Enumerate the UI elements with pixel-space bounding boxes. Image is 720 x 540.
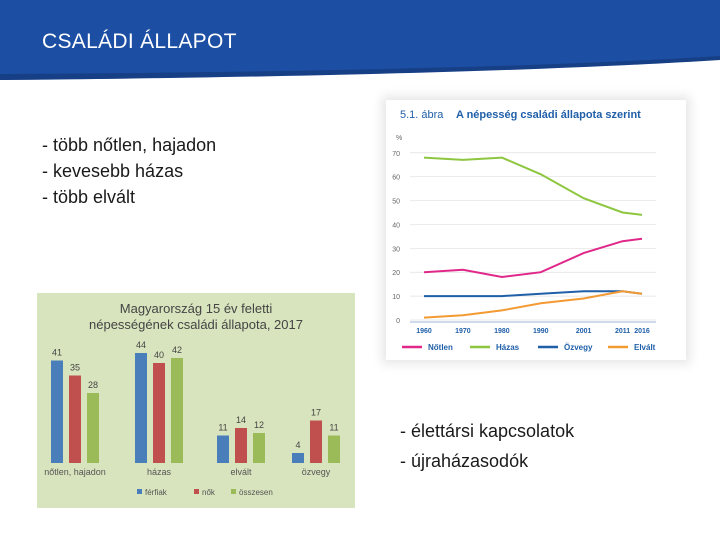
bar [217, 436, 229, 464]
bar-value-label: 11 [329, 422, 339, 433]
y-tick-label: 50 [392, 198, 400, 206]
y-tick-label: 0 [396, 318, 400, 325]
bar [292, 453, 304, 463]
y-tick-label: 70 [392, 150, 400, 158]
line-chart [386, 100, 686, 360]
slide-title: CSALÁDI ÁLLAPOT [42, 30, 237, 53]
x-tick-label: 1990 [532, 328, 549, 335]
line-chart-title: A népesség családi állapota szerint [456, 109, 641, 121]
legend-label: Elvált [634, 343, 656, 352]
bar-value-label: 40 [153, 350, 165, 360]
y-tick-label: 20 [392, 270, 400, 278]
legend-label: férfiak [145, 488, 167, 497]
bar-chart-figure [37, 293, 355, 508]
bar-value-label: 28 [87, 380, 99, 390]
bar-chart-title-line: Magyarország 15 év feletti [119, 301, 273, 316]
legend-label: nők [202, 488, 215, 497]
x-tick-label: nőtlen, hajadon [44, 467, 106, 477]
bar [328, 436, 340, 464]
bar-value-label: 42 [171, 345, 183, 355]
bar [153, 363, 165, 463]
bullet-item: - újraházasodók [400, 451, 529, 471]
bullet-item: - élettársi kapcsolatok [400, 421, 575, 441]
bar [253, 433, 265, 463]
bar [171, 358, 183, 463]
legend-swatch [194, 489, 199, 494]
legend-label: Özvegy [564, 343, 593, 352]
y-axis-label: % [396, 135, 403, 142]
bar [310, 421, 322, 464]
x-tick-label: elvált [230, 467, 252, 477]
x-tick-label: 2016 [634, 328, 650, 335]
bar-chart-title-line: népességének családi állapota, 2017 [89, 317, 303, 332]
bar [87, 393, 99, 463]
series-line [424, 239, 642, 277]
x-tick-label: házas [146, 467, 172, 477]
legend-swatch [231, 489, 236, 494]
slide-header [0, 0, 720, 80]
bar-value-label: 4 [295, 440, 301, 450]
y-tick-label: 60 [392, 174, 400, 182]
bar-chart [37, 293, 355, 508]
legend-label: összesen [239, 488, 273, 497]
x-tick-label: 1960 [416, 328, 432, 335]
bar [51, 361, 63, 464]
x-tick-label: 1970 [455, 328, 471, 335]
x-tick-label: 2011 [614, 328, 631, 335]
bullet-list-top [42, 132, 216, 210]
bar-value-label: 35 [69, 362, 81, 373]
figure-number: 5.1. ábra [400, 109, 444, 121]
bar [235, 428, 247, 463]
bullet-item: - több nőtlen, hajadon [42, 135, 217, 155]
x-tick-label: 1980 [494, 328, 510, 335]
bar-value-label: 11 [218, 422, 228, 433]
legend-swatch [137, 489, 142, 494]
x-tick-label: 2001 [575, 328, 592, 335]
bar-value-label: 17 [310, 407, 322, 418]
series-line [424, 158, 642, 215]
x-tick-label: özvegy [301, 467, 331, 477]
bullet-list-bottom [400, 416, 574, 476]
legend-label: Házas [496, 343, 520, 352]
y-tick-label: 40 [392, 222, 400, 230]
bar-value-label: 14 [235, 415, 247, 425]
bullet-item: - több elvált [42, 187, 136, 207]
legend-label: Nőtlen [428, 343, 453, 352]
y-tick-label: 30 [392, 246, 400, 254]
bar-value-label: 41 [51, 347, 63, 358]
line-chart-figure [386, 100, 686, 360]
bar-value-label: 44 [135, 340, 147, 350]
y-tick-label: 10 [392, 294, 400, 302]
bar [69, 376, 81, 464]
bullet-item: - kevesebb házas [42, 161, 184, 181]
bar [135, 353, 147, 463]
bar-value-label: 12 [253, 420, 265, 430]
